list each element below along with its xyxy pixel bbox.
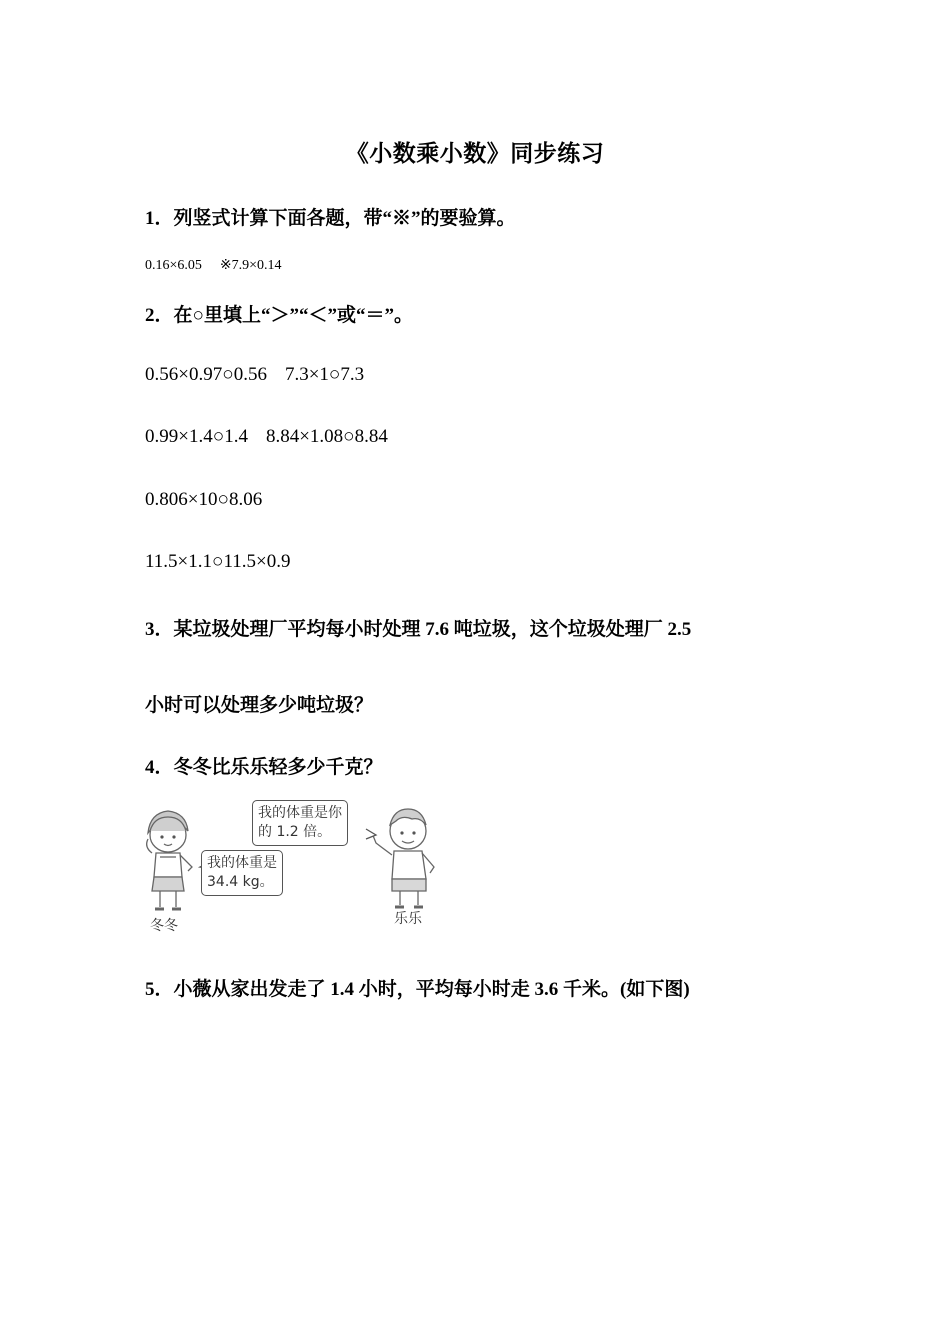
q2-row-4: [145, 551, 291, 573]
lele-speech-bubble: [252, 800, 348, 846]
q2-row-3: [145, 489, 262, 511]
q2-row-1: [145, 364, 364, 386]
q2-expression: 7.3×1○7.3: [284, 364, 365, 385]
lele-name-label: 乐乐: [394, 911, 422, 927]
dongdong-bubble-line-2: 34.4 kg。: [207, 874, 274, 890]
dongdong-bubble-line-1: 我的体重是: [207, 855, 277, 871]
page-title: 《小数乘小数》同步练习: [345, 141, 605, 166]
q2-expression: 8.84×1.08○8.84: [265, 426, 388, 447]
q2-expression: 0.56×0.97○0.56: [145, 364, 267, 385]
q1-item-2: ※7.9×0.14: [219, 258, 282, 273]
q2-expression: 0.806×10○8.06: [145, 489, 263, 510]
q2-expression: 0.99×1.4○1.4: [145, 426, 248, 447]
dongdong-name-label: 冬冬: [150, 918, 178, 934]
dongdong-speech-bubble: [201, 850, 283, 896]
lele-bubble-line-1: 我的体重是你: [258, 805, 342, 821]
question-3-line-2: 小时可以处理多少吨垃圾？: [145, 695, 374, 716]
q2-expression: 11.5×1.1○11.5×0.9: [145, 551, 291, 572]
question-3-line-1: 3．某垃圾处理厂平均每小时处理 7.6 吨垃圾，这个垃圾处理厂 2.5: [145, 619, 692, 640]
dongdong-figure: [147, 811, 192, 909]
question-4-prompt: 4．冬冬比乐乐轻多少千克？: [145, 757, 383, 778]
lele-bubble-line-2: 的 1.2 倍。: [258, 824, 332, 840]
question-1-items: [145, 257, 282, 274]
question-2-prompt: 2．在○里填上“＞”“＜”或“＝”。: [145, 305, 413, 326]
question-1-prompt: 1．列竖式计算下面各题，带“※”的要验算。: [145, 208, 516, 229]
weight-comparison-illustration: [140, 795, 450, 940]
lele-figure: [372, 809, 434, 907]
q1-item-1: 0.16×6.05: [145, 258, 202, 273]
question-5-prompt: 5．小薇从家出发走了 1.4 小时，平均每小时走 3.6 千米。(如下图): [145, 979, 690, 1000]
q2-row-2: [145, 426, 388, 448]
